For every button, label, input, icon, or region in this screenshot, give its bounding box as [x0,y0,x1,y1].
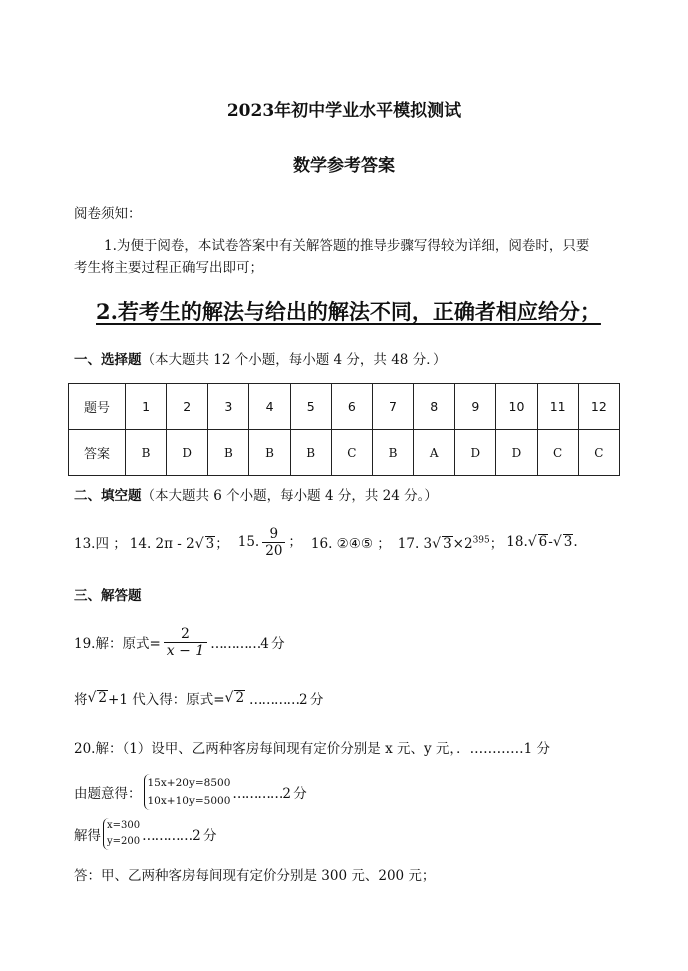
q20-setup: 20.解：（1）设甲、乙两种客房每间现有定价分别是 x 元、y 元，．…………1 分 [74,741,551,757]
page-title: 2023年初中学业水平模拟测试 [226,101,462,121]
answer-cell: B [372,430,413,476]
question-number: 11 [537,384,578,430]
question-number: 3 [208,384,249,430]
row-label-number: 题号 [69,384,126,430]
q20-equations: 由题意得： 15x+20y=8500 10x+10y=5000 …………2 分 [74,774,306,810]
question-number: 12 [578,384,619,430]
solution-system: x=300 y=200 [103,818,140,850]
q19-substitution: 将 √ 2 +1 代入得：原式= √ 2 …………2 分 [74,690,323,708]
answer-18: 18.√ 6-√ 3. [506,534,578,550]
notice-heading: 阅卷须知： [74,206,142,222]
question-number: 10 [496,384,537,430]
notice-item1-line2: 考生将主要过程正确写出即可； [74,260,263,276]
fill-in-answers [74,524,578,560]
answer-14: 14. 2π - 2√ 3； [129,536,229,552]
q19-score: …………4 分 [210,636,284,652]
question-number: 7 [372,384,413,430]
section1-desc: （本大题共 12 个小题，每小题 4 分，共 48 分．） [141,352,447,368]
question-number: 4 [249,384,290,430]
section2-label: 二、填空题 [74,488,142,504]
answer-cell: C [537,430,578,476]
equation-system: 15x+20y=8500 10x+10y=5000 [144,774,231,810]
question-number: 6 [331,384,372,430]
answer-cell: C [331,430,372,476]
page-subtitle: 数学参考答案 [293,156,395,176]
section3-label: 三、解答题 [74,588,142,604]
answer-cell: B [208,430,249,476]
answer-16: 16. ②④⑤ ； [310,536,391,552]
answer-table [68,383,620,476]
question-number: 9 [455,384,496,430]
answer-cell: D [167,430,208,476]
question-number: 1 [126,384,167,430]
answer-cell: B [249,430,290,476]
question-number: 2 [167,384,208,430]
row-label-answer: 答案 [69,430,126,476]
q20-answer: 答：甲、乙两种客房每间现有定价分别是 300 元、200 元； [74,868,436,884]
notice-item1-line1: 1.为便于阅卷，本试卷答案中有关解答题的推导步骤写得较为详细，阅卷时，只要 [104,238,590,254]
answer-13: 13.四 ； [74,536,127,552]
question-number: 5 [290,384,331,430]
section2-header [74,484,438,504]
section2-desc: （本大题共 6 个小题，每小题 4 分，共 24 分。） [141,488,438,504]
answer-cell: D [496,430,537,476]
answer-cell: C [578,430,619,476]
answer-cell: B [126,430,167,476]
answer-cell: B [290,430,331,476]
section1-header [74,348,446,368]
answer-cell: D [455,430,496,476]
answer-cell: A [414,430,455,476]
table-row [69,384,620,430]
table-row [69,430,620,476]
section1-label: 一、选择题 [74,352,142,368]
notice-item2: 2.若考生的解法与给出的解法不同，正确者相应给分； [96,299,601,324]
question-number: 8 [414,384,455,430]
q19-expression: 19.解：原式= $\frac{2}{x - 1}$ …………4 分 [74,625,284,659]
answer-17: 17. 3√ $3\times 2^{395}$； [397,535,504,552]
q20-solution: 解得 x=300 y=200 …………2 分 [74,818,216,850]
answer-15: 15. $\frac{9}{20}$ ； [237,525,302,559]
